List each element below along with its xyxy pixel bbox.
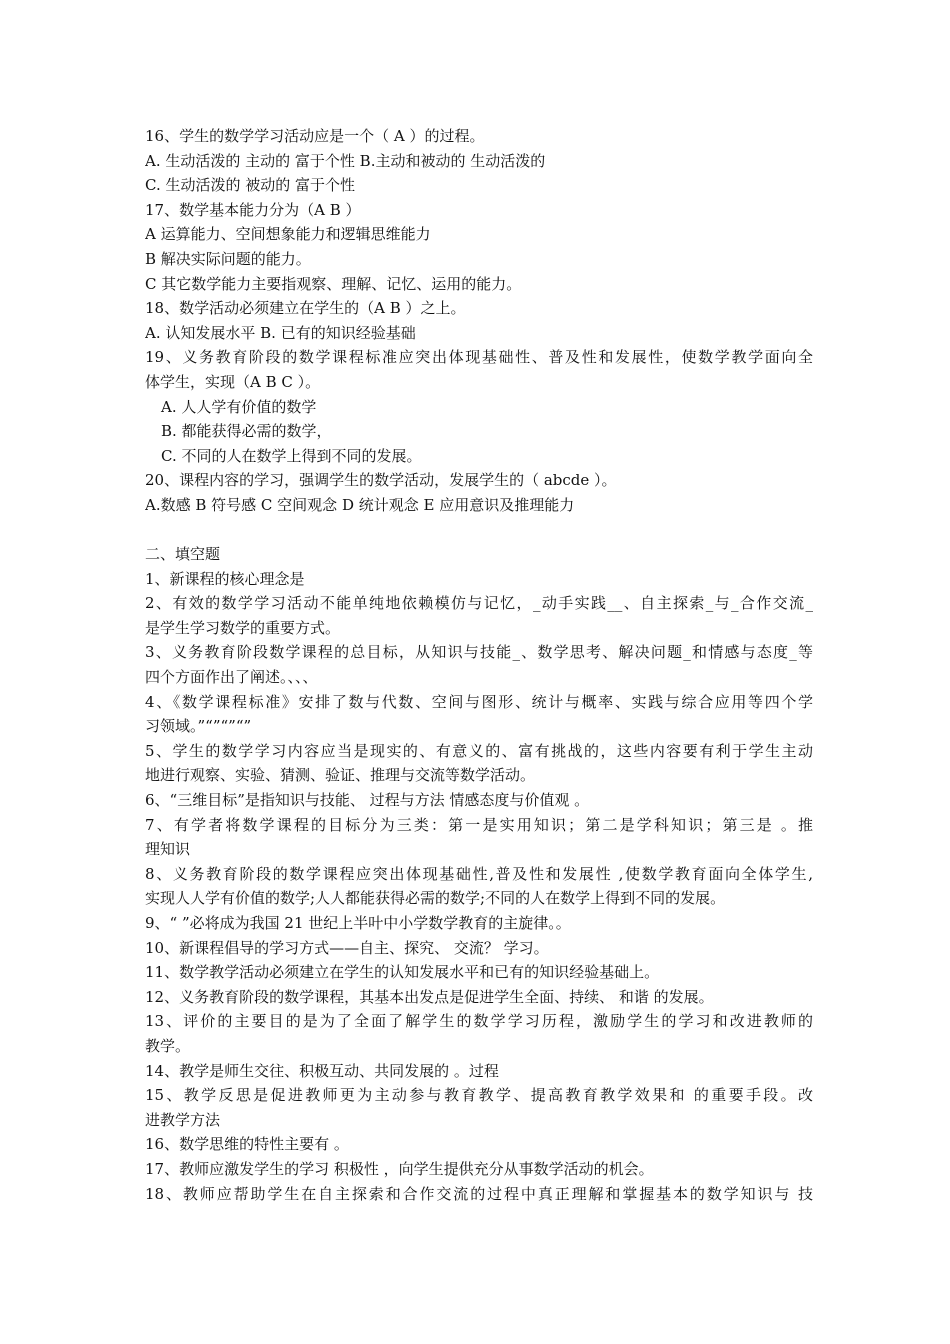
q19-option-c: C. 不同的人在数学上得到不同的发展。 xyxy=(161,446,422,465)
fill-17: 17、教师应激发学生的学习 积极性 ，向学生提供充分从事数学活动的机会。 xyxy=(145,1159,654,1178)
q18-text: 18、数学活动必须建立在学生的（A B ）之上。 xyxy=(145,299,466,318)
fill-12: 12、义务教育阶段的数学课程，其基本出发点是促进学生全面、持续、 和谐 的发展。 xyxy=(145,987,714,1006)
q20-text: 20、课程内容的学习，强调学生的数学活动，发展学生的（ abcde ）。 xyxy=(145,471,617,490)
q16-option-c: C. 生动活泼的 被动的 富于个性 xyxy=(145,176,356,195)
fill-11: 11、数学教学活动必须建立在学生的认知发展水平和已有的知识经验基础上。 xyxy=(145,963,660,982)
q17-option-a: A 运算能力、空间想象能力和逻辑思维能力 xyxy=(145,225,431,244)
section-heading-fill-in: 二、填空题 xyxy=(145,545,221,564)
fill-8-line2: 实现人人学有价值的数学;人人都能获得必需的数学;不同的人在数学上得到不同的发展。 xyxy=(145,889,726,908)
document-body xyxy=(145,124,813,1206)
fill-2-line2: 是学生学习数学的重要方式。 xyxy=(145,618,341,637)
fill-18-line1: 18、教师应帮助学生在自主探索和合作交流的过程中真正理解和掌握基本的数学知识与 技 xyxy=(145,1184,813,1203)
q19-text-line2: 体学生，实现（A B C ）。 xyxy=(145,372,321,391)
q20-options: A.数感 B 符号感 C 空间观念 D 统计观念 E 应用意识及推理能力 xyxy=(145,495,575,514)
fill-3-line1: 3、义务教育阶段数学课程的总目标，从知识与技能_、数学思考、解决问题_和情感与态度_等 xyxy=(145,643,813,662)
q19-option-a: A. 人人学有价值的数学 xyxy=(161,397,317,416)
q17-option-b: B 解决实际问题的能力。 xyxy=(145,249,311,268)
fill-16: 16、数学思维的特性主要有 。 xyxy=(145,1135,349,1154)
fill-15-line2: 进教学方法 xyxy=(145,1110,221,1129)
fill-13-line2: 教学。 xyxy=(145,1036,191,1055)
q16-options-ab: A. 生动活泼的 主动的 富于个性 B.主动和被动的 生动活泼的 xyxy=(145,151,546,170)
fill-5-line2: 地进行观察、实验、猜测、验证、推理与交流等数学活动。 xyxy=(145,766,536,785)
fill-13-line1: 13、评价的主要目的是为了全面了解学生的数学学习历程，激励学生的学习和改进教师的 xyxy=(145,1012,813,1031)
fill-15-line1: 15、教学反思是促进教师更为主动参与教育教学、提高教育教学效果和 的重要手段。改 xyxy=(145,1086,813,1105)
fill-3-line2: 四个方面作出了阐述。、、、 xyxy=(145,668,318,687)
fill-7-line2: 理知识 xyxy=(145,840,191,859)
fill-10: 10、新课程倡导的学习方式——自主、探究、 交流？ 学习。 xyxy=(145,938,549,957)
fill-6: 6、“三维目标”是指知识与技能、 过程与方法 情感态度与价值观 。 xyxy=(145,791,590,810)
fill-4-line1: 4、《数学课程标准》安排了数与代数、空间与图形、统计与概率、实践与综合应用等四个学 xyxy=(145,692,813,711)
q19-option-b: B. 都能获得必需的数学， xyxy=(161,422,332,441)
q17-option-c: C 其它数学能力主要指观察、理解、记忆、运用的能力。 xyxy=(145,274,522,293)
fill-2-line1: 2、有效的数学学习活动不能单纯地依赖模仿与记忆，_动手实践__、自主探索_与_合作交流_ xyxy=(145,594,813,613)
q18-options: A. 认知发展水平 B. 已有的知识经验基础 xyxy=(145,323,416,342)
fill-5-line1: 5、学生的数学学习内容应当是现实的、有意义的、富有挑战的，这些内容要有利于学生主动 xyxy=(145,741,813,760)
fill-8-line1: 8、义务教育阶段的数学课程应突出体现基础性,普及性和发展性 ,使数学教育面向全体学生, xyxy=(145,864,813,883)
fill-7-line1: 7、有学者将数学课程的目标分为三类：第一是实用知识；第二是学科知识；第三是 。推 xyxy=(145,815,813,834)
q17-text: 17、数学基本能力分为（A B ） xyxy=(145,200,361,219)
fill-14: 14、教学是师生交往、积极互动、共同发展的 。过程 xyxy=(145,1061,499,1080)
fill-9: 9、“ ”必将成为我国 21 世纪上半叶中小学数学教育的主旋律。。 xyxy=(145,914,571,932)
q16-text: 16、学生的数学学习活动应是一个（ A ）的过程。 xyxy=(145,127,485,145)
q19-text-line1: 19、义务教育阶段的数学课程标准应突出体现基础性、普及性和发展性，使数学教学面向全 xyxy=(145,348,813,367)
section-spacer xyxy=(145,518,813,543)
fill-1: 1、新课程的核心理念是 xyxy=(145,569,305,588)
fill-4-line2: 习领域。”“”“”“” xyxy=(145,717,252,736)
